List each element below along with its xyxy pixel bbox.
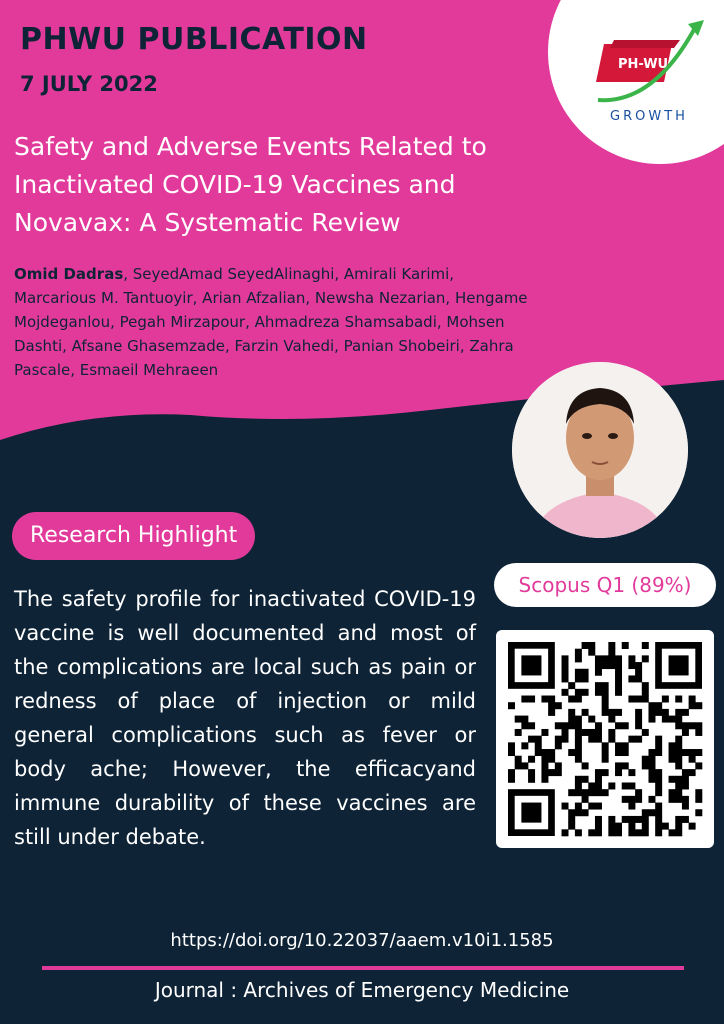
logo-growth-text: GROWTH [610, 109, 688, 124]
author-list [14, 262, 534, 382]
qr-code-icon [496, 630, 714, 848]
logo-brand-text: PH-WU [618, 57, 669, 72]
footer-divider [42, 966, 684, 970]
scopus-badge: Scopus Q1 (89%) [494, 563, 716, 607]
lead-author: Omid Dadras [14, 265, 124, 283]
journal-name: Journal : Archives of Emergency Medicine [154, 978, 570, 1002]
co-authors: , SeyedAmad SeyedAlinaghi, Amirali Karimi, Marcarious M. Tantuoyir, Arian Afzalian, Newsha Nezarian, Hengame Mojdeganlou, Pegah Mirzapour, Ahmadreza Shamsabadi, Mohsen Dashti, Afsane Ghasemzade, Farzin Vahedi, Panian Shobeiri, Zahra Pascale, Esmaeil Mehraeen [14, 265, 528, 379]
phwu-growth-logo [584, 14, 714, 124]
doi-link[interactable]: https://doi.org/10.22037/aaem.v10i1.1585 [170, 930, 554, 951]
doi-qr-code[interactable] [496, 630, 714, 848]
author-portrait-image [512, 362, 688, 538]
research-highlight-text: The safety profile for inactivated COVID-19 vaccine is well documented and most of the complications are local such as pain or redness of place of injection or mild general complications such as fever or body ache; However, the efficacyand immune durability of these vaccines are still under debate. [14, 587, 476, 849]
paper-title: Safety and Adverse Events Related to Inactivated COVID-19 Vaccines and Novavax: A Systematic Review [14, 132, 487, 237]
research-highlight-label: Research Highlight [12, 512, 255, 560]
publication-title: PHWU PUBLICATION [20, 22, 368, 57]
author-photo [512, 362, 688, 538]
publication-date: 7 JULY 2022 [20, 72, 158, 96]
